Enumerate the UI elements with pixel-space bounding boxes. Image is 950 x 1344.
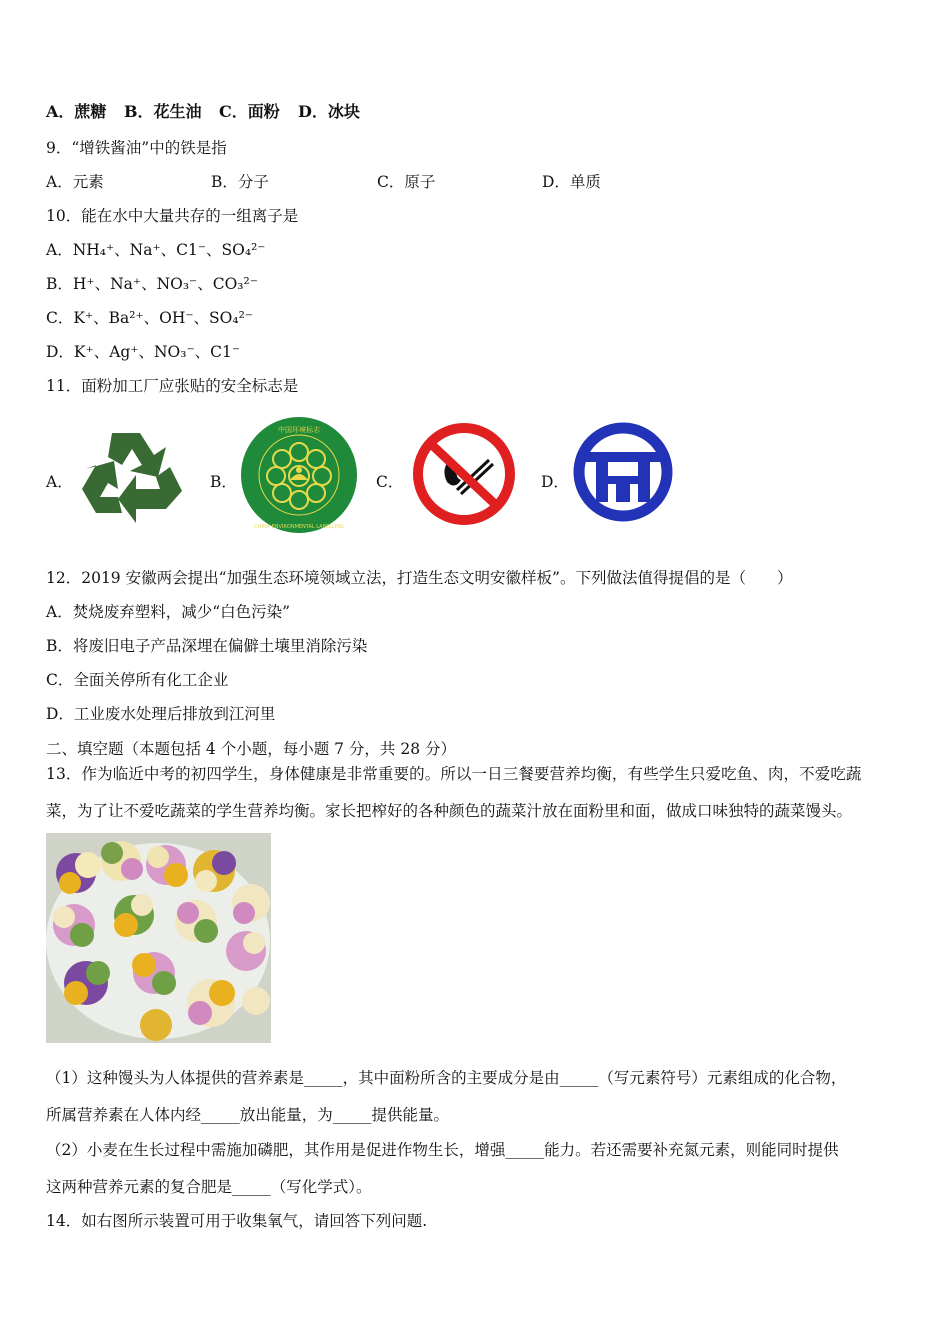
q10-option-c: C．K⁺、Ba²⁺、OH⁻、SO₄²⁻: [46, 309, 253, 327]
q8-option-d: D．冰块: [298, 102, 360, 121]
q10-option-d: D．K⁺、Ag⁺、NO₃⁻、C1⁻: [46, 343, 241, 361]
blue-circle-sign-icon: [572, 422, 674, 522]
q11-label-a: A．: [46, 473, 73, 491]
logo-b-cn-text: 中国环境标志: [278, 426, 320, 434]
q12-option-b: B．将废旧电子产品深埋在偏僻土壤里消除污染: [46, 637, 368, 655]
no-smoking-icon: [409, 420, 519, 528]
q12-option-a: A．焚烧废弃塑料，减少“白色污染”: [46, 603, 291, 621]
q9-stem: 9．“增铁酱油”中的铁是指: [46, 139, 227, 157]
q9-option-c: C．原子: [377, 173, 436, 191]
q14-stem: 14．如右图所示装置可用于收集氧气，请回答下列问题.: [46, 1212, 428, 1230]
q9-option-d: D．单质: [542, 173, 601, 191]
q9-option-a: A．元素: [46, 173, 104, 191]
section2-heading: 二、填空题（本题包括 4 个小题，每小题 7 分，共 28 分）: [46, 740, 457, 758]
q12-stem: 12．2019 安徽两会提出“加强生态环境领域立法，打造生态文明安徽样板”。下列做法值得提倡的是（ ）: [46, 569, 793, 587]
q11-label-b: B．: [210, 473, 237, 491]
q10-option-a: A．NH₄⁺、Na⁺、C1⁻、SO₄²⁻: [46, 241, 266, 259]
recycle-icon: [78, 425, 186, 527]
q9-option-b: B．分子: [211, 173, 269, 191]
q11-label-c: C．: [376, 473, 404, 491]
q13-part1-line1: （1）这种馒头为人体提供的营养素是_____，其中面粉所含的主要成分是由_____（写元素符号）元素组成的化合物，: [46, 1069, 847, 1087]
q8-option-c: C．面粉: [219, 102, 280, 121]
q10-stem: 10．能在水中大量共存的一组离子是: [46, 207, 299, 225]
q13-part2-line1: （2）小麦在生长过程中需施加磷肥，其作用是促进作物生长，增强_____能力。若还需要补充氮元素，则能同时提供: [46, 1141, 839, 1159]
q13-part1-line2: 所属营养素在人体内经_____放出能量，为_____提供能量。: [46, 1106, 450, 1124]
q11-stem: 11．面粉加工厂应张贴的安全标志是: [46, 377, 299, 395]
q11-label-d: D．: [541, 473, 569, 491]
logo-b-en-text: CHINA ENVIRONMENTAL LABELLING: [254, 524, 344, 530]
q8-option-b: B．花生油: [124, 102, 202, 121]
q8-option-a: A．蔗糖: [46, 102, 107, 121]
q12-option-d: D．工业废水处理后排放到江河里: [46, 705, 276, 723]
environmental-label-icon: [238, 416, 360, 534]
q10-option-b: B．H⁺、Na⁺、NO₃⁻、CO₃²⁻: [46, 275, 258, 293]
vegetable-buns-photo: [46, 833, 271, 1043]
q13-line1: 13．作为临近中考的初四学生，身体健康是非常重要的。所以一日三餐要营养均衡，有些学生只爱吃鱼、肉，不爱吃蔬: [46, 765, 862, 783]
q12-option-c: C．全面关停所有化工企业: [46, 671, 229, 689]
q13-line2: 菜，为了让不爱吃蔬菜的学生营养均衡。家长把榨好的各种颜色的蔬菜汁放在面粉里和面，做成口味独特的蔬菜馒头。: [46, 802, 853, 820]
q13-part2-line2: 这两种营养元素的复合肥是_____（写化学式）。: [46, 1178, 372, 1196]
